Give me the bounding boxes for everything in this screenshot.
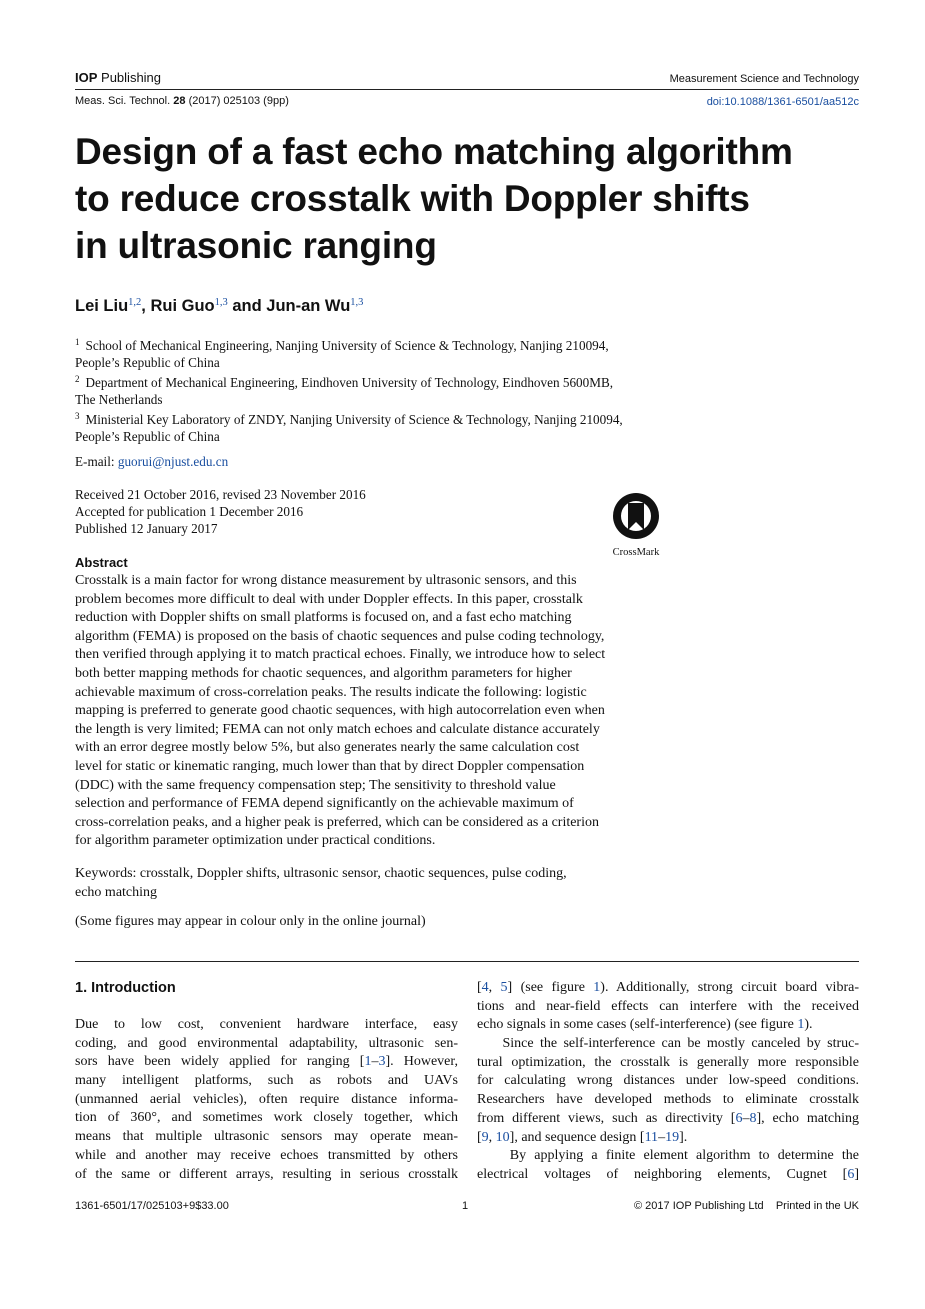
body-text: Due to low cost, convenient hardware interface, easy <box>75 1017 458 1032</box>
body-text: tion of 360°, and sometimes work closely together, which <box>75 1110 458 1126</box>
reference-link[interactable]: 5 <box>500 980 508 995</box>
author-list <box>75 297 363 316</box>
body-line <box>477 998 859 1017</box>
body-line <box>75 1109 458 1128</box>
affiliation-text: School of Mechanical Engineering, Nanjing University of Science & Technology, Nanjing 210094, <box>85 338 609 353</box>
affiliation-number: 1 <box>75 337 80 347</box>
title-line: in ultrasonic ranging <box>75 225 437 266</box>
crossmark-badge[interactable] <box>606 490 666 558</box>
author-affil-link[interactable]: 1,2 <box>128 297 142 308</box>
body-text: – <box>742 1110 750 1126</box>
body-line <box>477 1072 859 1091</box>
affiliation-text: Ministerial Key Laboratory of ZNDY, Nanjing University of Science & Technology, Nanjing 210094, <box>85 412 623 427</box>
body-line <box>75 1053 458 1072</box>
abstract-line: problem becomes more difficult to deal with under Doppler effects. In this paper, crosstalk <box>75 591 583 607</box>
body-column-left <box>75 1016 458 1184</box>
body-text: ]. <box>679 1129 688 1145</box>
affiliation-line: People’s Republic of China <box>75 355 220 370</box>
keywords-line: Keywords: crosstalk, Doppler shifts, ultrasonic sensor, chaotic sequences, pulse coding, <box>75 866 567 881</box>
date-line: Received 21 October 2016, revised 23 November 2016 <box>75 487 366 502</box>
body-text: from different views, such as directivity [ <box>477 1110 736 1126</box>
body-text: ], echo matching <box>756 1110 860 1126</box>
reference-link[interactable]: 3 <box>378 1054 386 1070</box>
reference-link[interactable]: 9 <box>481 1129 489 1145</box>
body-text: means that multiple ultrasonic sensors may operate mean- <box>75 1129 458 1145</box>
reference-link[interactable]: 1 <box>797 1017 805 1033</box>
body-text: [ <box>477 1129 482 1145</box>
body-text: [ <box>477 980 482 995</box>
body-text: tural optimization, the crosstalk is generally more responsible <box>477 1054 859 1070</box>
publisher-rest: Publishing <box>101 70 162 85</box>
body-text: , <box>488 980 501 995</box>
abstract-line: the length is very limited; FEMA can not only match echoes and calculate distance accurately <box>75 721 600 737</box>
abstract-text <box>75 572 675 851</box>
title-line: to reduce crosstalk with Doppler shifts <box>75 178 750 219</box>
affiliation-line <box>75 408 715 428</box>
body-line <box>477 1091 859 1110</box>
author-separator: and <box>227 297 267 315</box>
email-link[interactable]: guorui@njust.edu.cn <box>117 454 229 469</box>
footer-issn: 1361-6501/17/025103+9$33.00 <box>75 1200 229 1212</box>
title-line: Design of a fast echo matching algorithm <box>75 131 793 172</box>
author-affil-link[interactable]: 1,3 <box>214 297 228 308</box>
abstract-line: then verified through applying it to match practical echoes. Finally, we introduce how to select <box>75 647 606 663</box>
body-text: electrical voltages of neighboring elements, Cugnet [ <box>477 1166 848 1182</box>
body-line <box>75 1166 458 1185</box>
author-separator: , <box>141 297 151 315</box>
journal-name: Measurement Science and Technology <box>669 73 859 85</box>
body-text: coding, and good environmental adaptability, ultrasonic sen- <box>75 1035 458 1051</box>
citation-prefix: Meas. Sci. Technol. <box>75 95 171 107</box>
keywords <box>75 865 567 902</box>
body-text: ]. However, <box>385 1054 458 1070</box>
body-line <box>477 979 859 998</box>
body-text: – <box>371 1054 379 1070</box>
body-line <box>477 1016 859 1035</box>
paper-title <box>75 128 855 269</box>
body-text: ). <box>804 1017 813 1033</box>
date-line: Accepted for publication 1 December 2016 <box>75 504 304 519</box>
abstract-line: Crosstalk is a main factor for wrong distance measurement by ultrasonic sensors, and this <box>75 573 577 588</box>
affiliation-line <box>75 371 715 391</box>
publication-dates <box>75 486 366 537</box>
section-heading: 1. Introduction <box>75 980 176 996</box>
affiliation-line: People’s Republic of China <box>75 429 220 444</box>
reference-link[interactable]: 19 <box>665 1129 680 1145</box>
author-name: Rui Guo <box>150 297 215 315</box>
body-text: By applying a finite element algorithm to determine the <box>477 1148 859 1164</box>
crossmark-label: CrossMark <box>612 547 660 558</box>
body-text: while and another may receive echoes transmitted by others <box>75 1147 458 1163</box>
abstract-line: (DDC) with the same frequency compensation step; The sensitivity to threshold value <box>75 777 556 793</box>
citation-volume: 28 <box>173 95 186 107</box>
body-line <box>477 1110 859 1129</box>
body-line <box>477 1166 859 1185</box>
keywords-line: echo matching <box>75 884 158 900</box>
affiliation-number: 2 <box>75 374 80 384</box>
reference-link[interactable]: 1 <box>593 980 601 995</box>
header-rule <box>75 89 859 90</box>
body-text: Researchers have developed methods to eliminate crosstalk <box>477 1092 859 1108</box>
body-text: ], and sequence design [ <box>509 1129 645 1145</box>
reference-link[interactable]: 8 <box>749 1110 757 1126</box>
crossmark-icon <box>610 490 662 542</box>
abstract-line: mapping is preferred to generate good chaotic sequences, with high autocorrelation even when <box>75 703 605 719</box>
date-line: Published 12 January 2017 <box>75 521 218 536</box>
abstract-line: reduction with Doppler shifts on small platforms is focused on, and a fast echo matching <box>75 610 572 626</box>
body-text: for calculating wrong distances under low-speed conditions. <box>477 1073 859 1089</box>
affiliations <box>75 334 715 445</box>
abstract-line: level for static or kinematic ranging, much lower than that by direct Doppler compensation <box>75 758 585 774</box>
body-text: Since the self-interference can be mostly canceled by struc- <box>477 1036 859 1052</box>
body-line <box>477 1147 859 1166</box>
footer-copyright: © 2017 IOP Publishing Ltd Printed in the UK <box>634 1200 859 1212</box>
reference-link[interactable]: 4 <box>481 980 489 995</box>
doi-link[interactable]: doi:10.1088/1361-6501/aa512c <box>706 96 859 108</box>
body-text: , <box>488 1129 496 1145</box>
publisher-bold: IOP <box>75 70 98 85</box>
body-line <box>75 1147 458 1166</box>
body-line <box>477 1129 859 1148</box>
body-text: (unmanned aerial vehicles), often require distance informa- <box>75 1091 458 1107</box>
body-line <box>477 1054 859 1073</box>
body-line <box>477 1035 859 1054</box>
colour-note: (Some figures may appear in colour only in the online journal) <box>75 914 426 929</box>
abstract-line: cross-correlation peaks, and a higher peak is preferred, which can be considered as a criterion <box>75 814 599 830</box>
author-name: Lei Liu <box>75 297 129 315</box>
body-line <box>75 1091 458 1110</box>
abstract-line: achievable maximum of cross-correlation peaks. The results indicate the following: logistic <box>75 684 587 700</box>
body-line <box>75 1072 458 1091</box>
body-text: tions and near-field effects can interfere with the received <box>477 998 859 1014</box>
email-label: E-mail: <box>75 454 118 469</box>
publisher-logo <box>75 70 161 85</box>
body-text: echo signals in some cases (self-interference) (see figure <box>477 1017 798 1033</box>
affiliation-line: The Netherlands <box>75 392 163 407</box>
reference-link[interactable]: 1 <box>364 1054 372 1070</box>
body-text: ] (see figure <box>507 980 594 995</box>
body-text: – <box>658 1129 666 1145</box>
author-affil-link[interactable]: 1,3 <box>350 297 364 308</box>
abstract-line: selection and performance of FEMA depend significantly on the achievable maximum of <box>75 796 574 812</box>
author-name: Jun-an Wu <box>266 297 351 315</box>
affiliation-text: Department of Mechanical Engineering, Eindhoven University of Technology, Eindhoven 5600MB, <box>85 375 614 390</box>
body-line <box>75 1128 458 1147</box>
body-text: ] <box>854 1166 859 1182</box>
body-column-right <box>477 979 859 1185</box>
affiliation-number: 3 <box>75 411 80 421</box>
abstract-line: algorithm (FEMA) is proposed on the basis of chaotic sequences and pulse coding technology, <box>75 628 605 644</box>
contact-email <box>75 454 228 470</box>
reference-link[interactable]: 6 <box>847 1166 855 1182</box>
body-text: of the same or different arrays, resulting in serious crosstalk <box>75 1166 458 1182</box>
affiliation-line <box>75 334 715 354</box>
section-rule <box>75 961 859 962</box>
abstract-line: for algorithm parameter optimization under practical conditions. <box>75 833 436 849</box>
abstract-line: both better mapping methods for chaotic sequences, and algorithm parameters for higher <box>75 665 572 681</box>
reference-link[interactable]: 6 <box>735 1110 743 1126</box>
reference-link[interactable]: 10 <box>495 1129 510 1145</box>
abstract-line: with an error degree mostly below 5%, but also generates nearly the same calculation cost <box>75 740 580 756</box>
body-text: sors have been widely applied for ranging [ <box>75 1054 365 1070</box>
body-text: ). Additionally, strong circuit board vibra- <box>600 980 859 995</box>
citation <box>75 95 289 107</box>
body-line <box>75 1016 458 1035</box>
page-number: 1 <box>462 1200 469 1212</box>
body-text: many intelligent platforms, such as robots and UAVs <box>75 1073 458 1089</box>
citation-suffix: (2017) 025103 (9pp) <box>188 95 289 107</box>
abstract-heading: Abstract <box>75 555 128 570</box>
body-line <box>75 1035 458 1054</box>
reference-link[interactable]: 11 <box>644 1129 659 1145</box>
